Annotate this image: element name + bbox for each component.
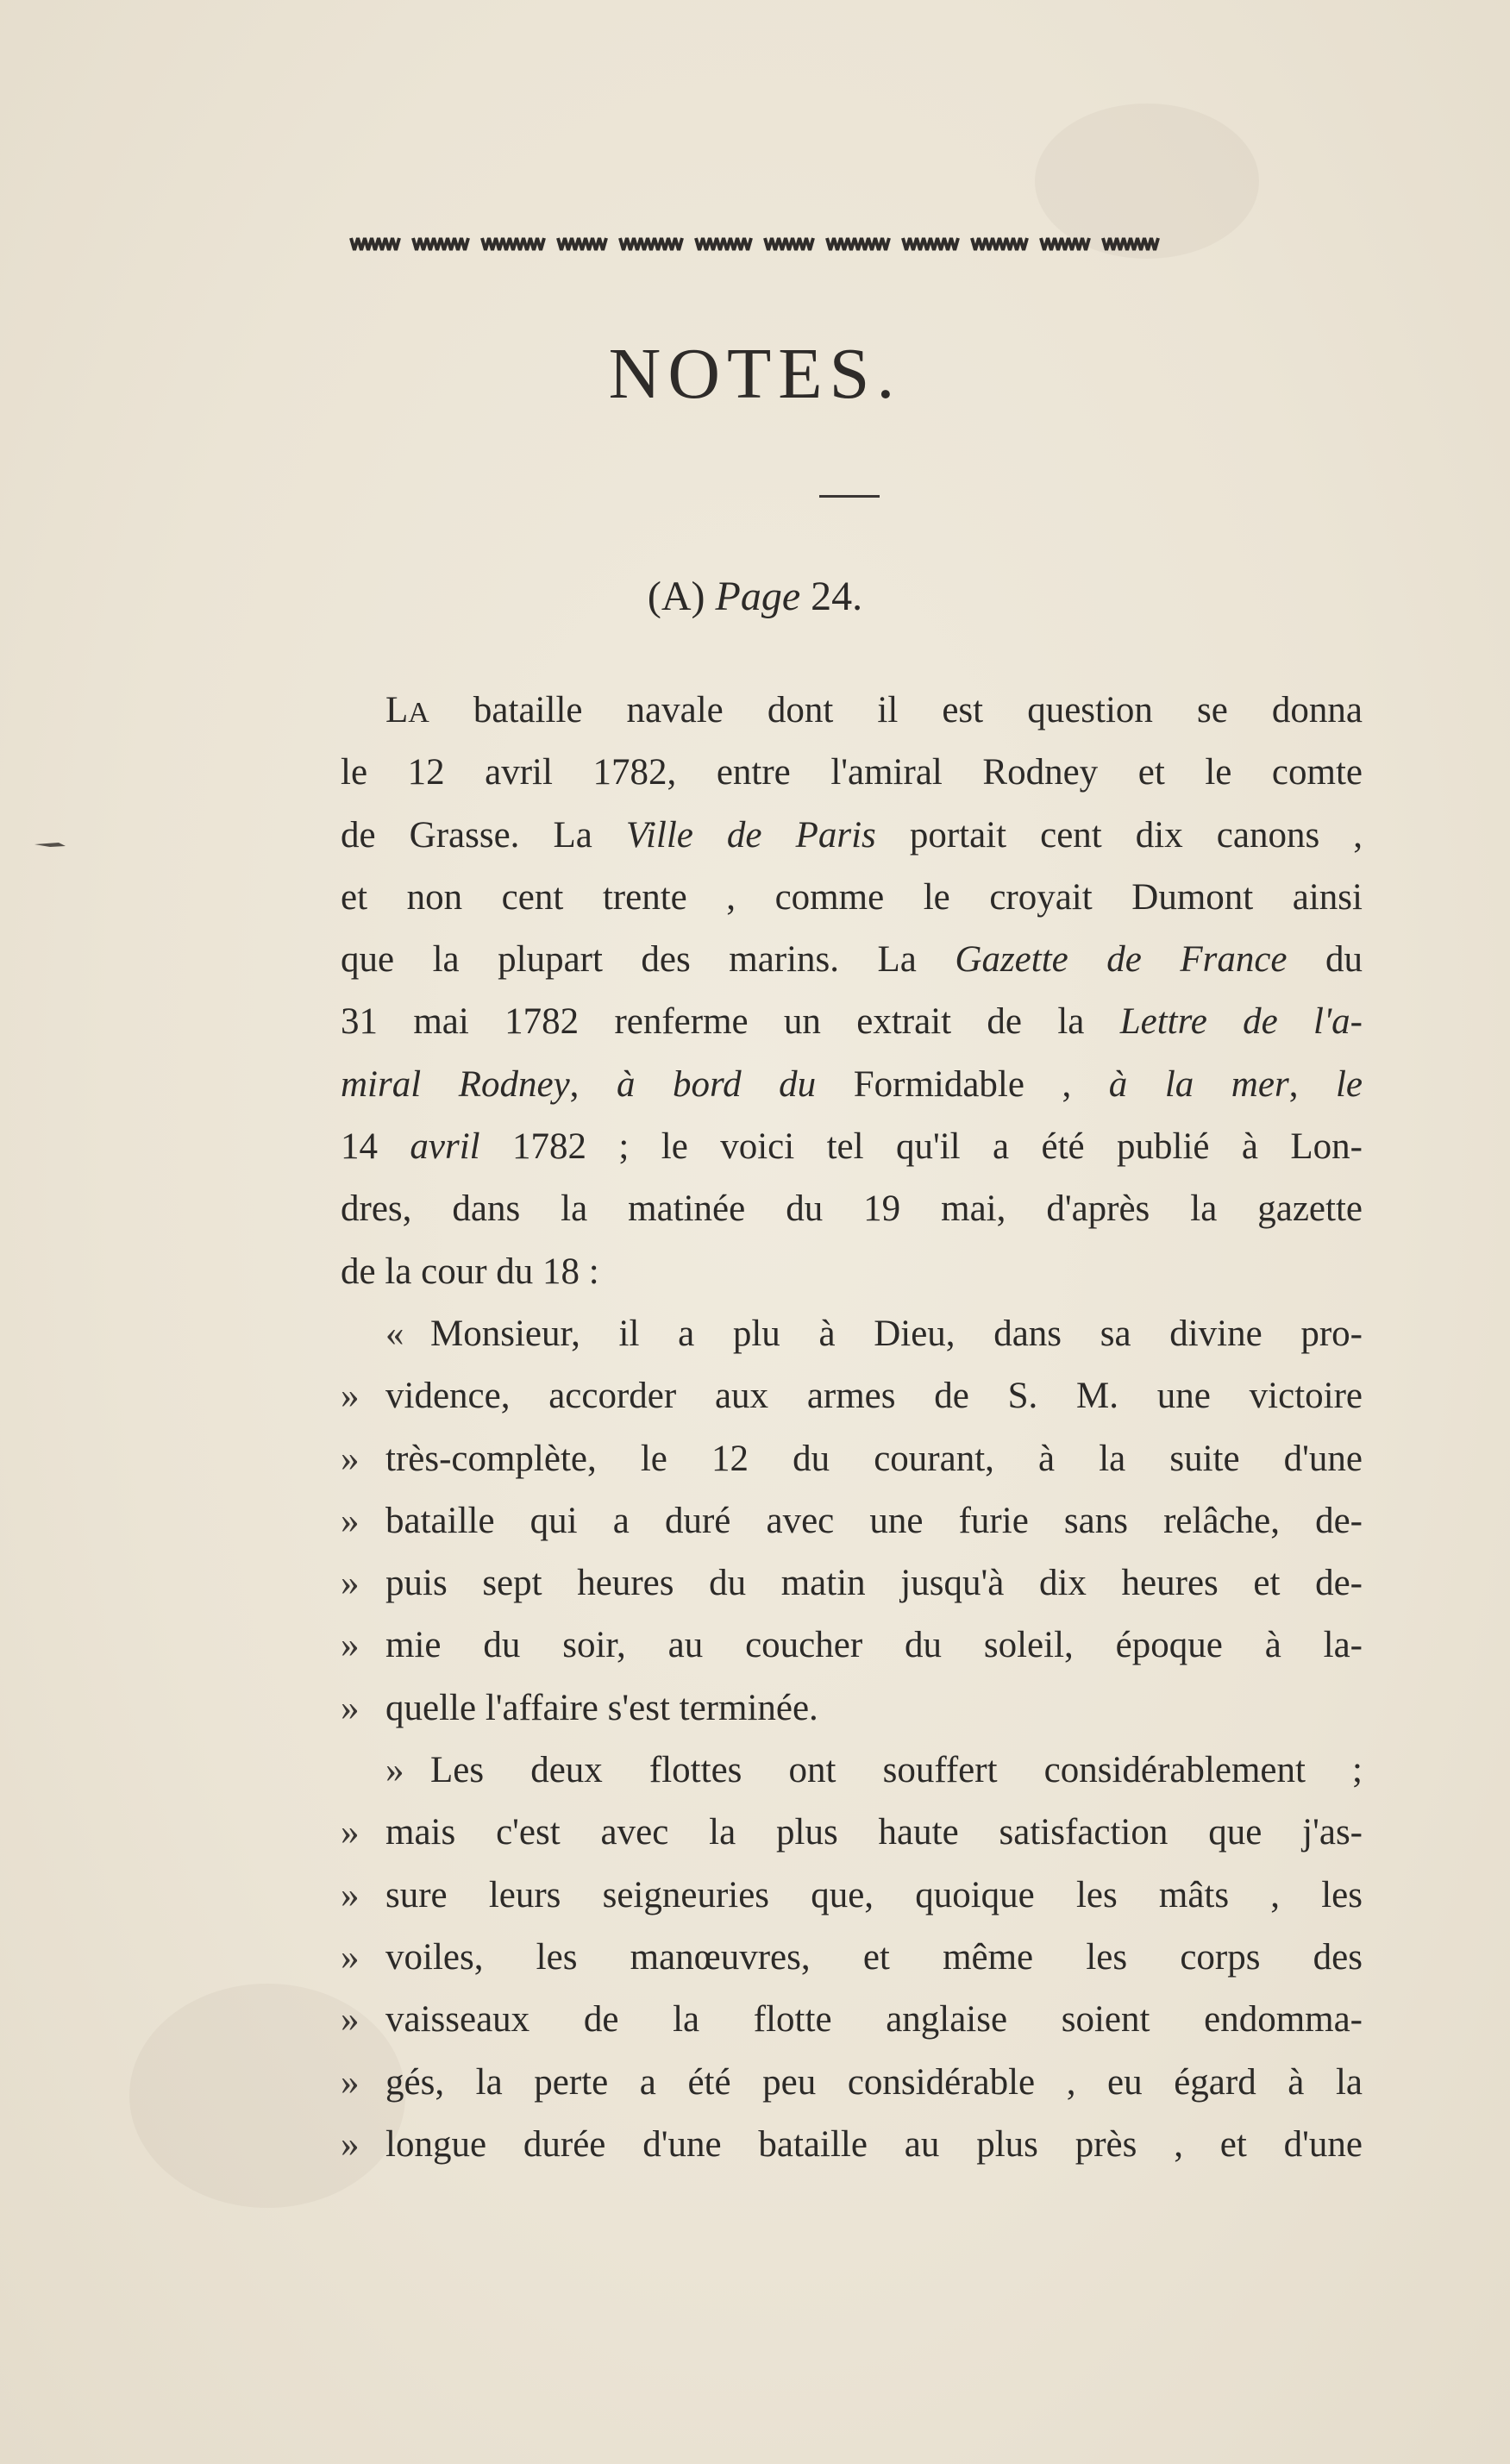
ornament-segment [558, 238, 606, 250]
italic-text: avril [410, 1126, 480, 1168]
quote-line [341, 1614, 1363, 1677]
drop-letter: L [385, 690, 409, 730]
line-text: bataille navale dont il est question se donna [429, 690, 1363, 730]
quote-mark: » [341, 1376, 360, 1417]
text-line [341, 680, 1363, 742]
quote-mark: » [385, 1750, 404, 1791]
page-title: NOTES. [608, 334, 902, 414]
page-number: 24. [811, 574, 863, 619]
title-divider [819, 495, 880, 498]
text-line [341, 1116, 1363, 1178]
decorative-border-icon [349, 233, 1363, 255]
quote-line [341, 1927, 1363, 1989]
quote-mark: » [341, 1812, 360, 1853]
quote-line [341, 1428, 1363, 1490]
text-line: de la cour du 18 : [341, 1251, 599, 1292]
quote-mark: » [341, 1874, 360, 1915]
text-line: le 12 avril 1782, entre l'amiral Rodney et le comte [341, 752, 1363, 793]
quote-mark: » [341, 1438, 360, 1479]
quote-text: bataille qui a duré avec une furie sans relâche, de- [385, 1500, 1363, 1541]
quote-line [341, 1802, 1363, 1864]
line-text: , [1288, 1063, 1336, 1105]
quote-line [341, 1303, 1363, 1365]
note-body [341, 680, 1363, 2176]
letter-title: miral Rodney [341, 1063, 570, 1105]
italic-text: à bord du [616, 1063, 817, 1105]
quote-line [341, 1365, 1363, 1427]
quote-text: vidence, accorder aux armes de S. M. une victoire [385, 1376, 1363, 1417]
quote-line [341, 1740, 1363, 1802]
margin-mark-icon [33, 838, 67, 850]
line-text: 14 [341, 1126, 410, 1168]
text-line [341, 991, 1363, 1053]
note-reference [0, 576, 1510, 618]
quote-mark: » [341, 1687, 360, 1728]
line-text: 1782 ; le voici tel qu'il a été publié à Lon- [479, 1126, 1363, 1168]
quote-line [341, 1865, 1363, 1927]
quote-text: Les deux flottes ont souffert considérablement ; [430, 1750, 1363, 1791]
ornament-segment [620, 238, 682, 250]
quote-mark: » [341, 1936, 360, 1978]
ship-name: Formidable , [816, 1063, 1109, 1105]
italic-text: le [1335, 1063, 1363, 1105]
quote-text: longue durée d'une bataille au plus près , et d'une [385, 2123, 1363, 2165]
quote-text: gés, la perte a été peu considérable , eu égard à la [385, 2061, 1363, 2103]
letter-title: Lettre de l'a- [1119, 1001, 1363, 1043]
ornament-segment [765, 238, 813, 250]
quote-line [341, 1989, 1363, 2051]
ornament-segment [351, 238, 399, 250]
italic-text: à la mer [1108, 1063, 1289, 1105]
quote-mark: » [341, 1500, 360, 1541]
quote-line [341, 2052, 1363, 2114]
ornament-segment [827, 238, 889, 250]
text-line: dres, dans la matinée du 19 mai, d'après la gazette [341, 1188, 1363, 1230]
quote-text: puis sept heures du matin jusqu'à dix heures et de- [385, 1563, 1363, 1604]
ship-name: Ville de Paris [625, 814, 876, 856]
quote-mark: » [341, 2061, 360, 2103]
quote-text: quelle l'affaire s'est terminée. [385, 1687, 818, 1728]
quote-line [341, 2114, 1363, 2176]
quote-text: très-complète, le 12 du courant, à la suite d'une [385, 1438, 1363, 1479]
quote-line [341, 1552, 1363, 1614]
ornament-segment [413, 238, 468, 250]
quote-mark: » [341, 2123, 360, 2165]
quote-text: Monsieur, il a plu à Dieu, dans sa divine pro- [430, 1313, 1363, 1354]
ornament-segment [1041, 238, 1089, 250]
page-label: Page [715, 574, 801, 619]
line-text: 31 mai 1782 renferme un extrait de la [341, 1001, 1120, 1043]
publication-name: Gazette de France [955, 939, 1288, 981]
quote-mark: » [341, 1999, 360, 2041]
text-line [341, 929, 1363, 991]
text-line: et non cent trente , comme le croyait Dumont ainsi [341, 876, 1363, 918]
ornament-segment [903, 238, 958, 250]
quote-mark: » [341, 1563, 360, 1604]
quote-line [341, 1677, 1363, 1740]
quote-line [341, 1490, 1363, 1552]
quote-text: vaisseaux de la flotte anglaise soient endomma- [385, 1999, 1363, 2041]
ornament-segment [482, 238, 544, 250]
text-line [341, 805, 1363, 867]
line-text: , [569, 1063, 617, 1105]
quote-text: mais c'est avec la plus haute satisfaction que j'as- [385, 1812, 1363, 1853]
text-line [341, 1054, 1363, 1116]
quote-mark: » [341, 1625, 360, 1666]
small-caps: A [408, 697, 429, 729]
line-text: que la plupart des marins. La [341, 939, 955, 981]
ornament-segment [1103, 238, 1158, 250]
ornament-segment [972, 238, 1027, 250]
line-text: du [1287, 939, 1363, 981]
ornament-segment [696, 238, 751, 250]
quote-text: sure leurs seigneuries que, quoique les mâts , les [385, 1874, 1363, 1915]
note-letter: (A) [647, 574, 705, 619]
line-text: portait cent dix canons , [875, 814, 1363, 856]
quote-mark: « [385, 1313, 404, 1354]
quote-text: voiles, les manœuvres, et même les corps des [385, 1936, 1363, 1978]
line-text: de Grasse. La [341, 814, 626, 856]
quote-text: mie du soir, au coucher du soleil, époque à la- [385, 1625, 1363, 1666]
